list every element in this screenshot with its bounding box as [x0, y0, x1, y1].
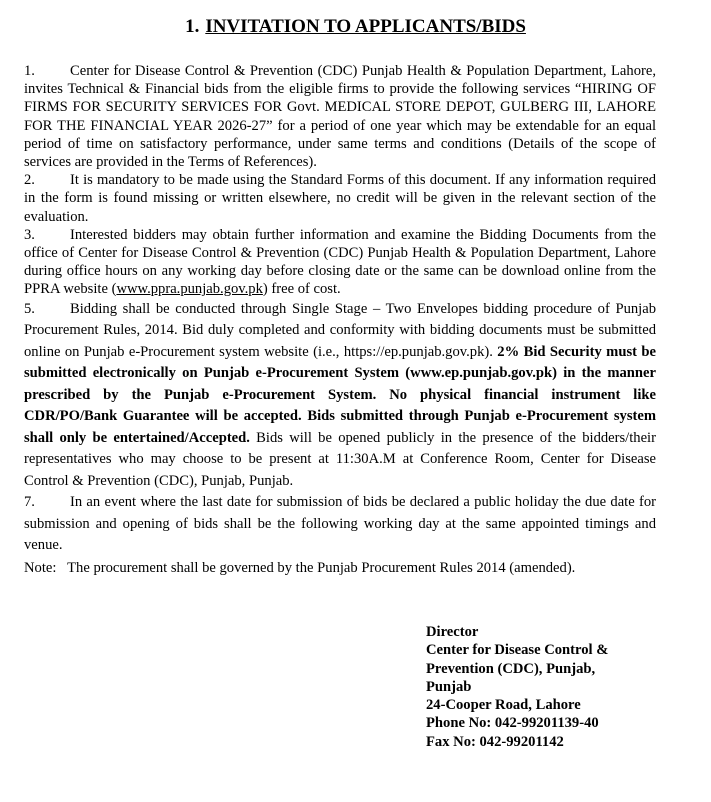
- signature-line: Punjab: [426, 678, 472, 695]
- paragraph-number: 7.: [24, 494, 35, 511]
- paragraph-text-end: Bids will be opened publicly in the presence of the bidders/their representatives who may choose to be present at 11:30A.M at Conference Room, Center for Disease Control & Prevention (CDC), Punjab, Punjab.: [24, 429, 656, 489]
- signature-block: [426, 623, 676, 751]
- paragraph-number: 1.: [24, 63, 35, 79]
- note: [24, 558, 656, 579]
- paragraph-text: Center for Disease Control & Prevention (CDC) Punjab Health & Population Department, Lahore, invites Technical & Financial bids from the eligible firms to provide the following services “HIRING OF FIRMS FOR SECURITY SERVICES FOR Govt. MEDICAL STORE DEPOT, GULBERG III, LAHORE FOR THE FINANCIAL YEAR 2026-27” for a period of one year which may be extendable for an equal period of time on satisfactory performance, under same terms and conditions (Details of the scope of services are provided in the Terms of References).: [24, 63, 656, 171]
- document-body: [24, 62, 656, 579]
- signature-line: Prevention (CDC), Punjab,: [426, 660, 596, 677]
- paragraph-2: [24, 171, 656, 226]
- paragraph-number: 2.: [24, 172, 35, 189]
- ppra-website-link[interactable]: www.ppra.punjab.gov.pk: [116, 281, 263, 298]
- paragraph-text: It is mandatory to be made using the Standard Forms of this document. If any information required in the form is found missing or written elsewhere, no credit will be given in the relevant section of the evaluation.: [24, 172, 656, 225]
- paragraph-1: [24, 62, 656, 171]
- title-number: 1.: [185, 16, 200, 37]
- title-text: INVITATION TO APPLICANTS/BIDS: [205, 16, 526, 37]
- bid-security-notice: 2% Bid Security must be submitted electronically on Punjab e-Procurement System (www.ep.punjab.gov.pk) in the manner prescribed by the Punjab e-Procurement System. No physical financial instrument like CDR/PO/Bank Guarantee will be accepted. Bids submitted through Punjab e-Procurement system shall only be entertained/Accepted.: [24, 343, 656, 446]
- paragraph-text-end: ) free of cost.: [262, 281, 341, 298]
- paragraph-5: [24, 299, 656, 493]
- signature-line: 24-Cooper Road, Lahore: [426, 697, 581, 714]
- paragraph-text: Bidding shall be conducted through Single Stage – Two Envelopes bidding procedure of Punjab Procurement Rules, 2014. Bid duly completed and conformity with bidding documents must be submitted online on Punjab e-Procurement system website (i.e., https://ep.punjab.gov.pk).: [24, 300, 656, 360]
- signature-line: Director: [426, 624, 479, 640]
- paragraph-number: 3.: [24, 226, 35, 243]
- paragraph-text: In an event where the last date for submission of bids be declared a public holiday the due date for submission and opening of bids shall be the following working day at the same appointed timings and venue.: [24, 494, 656, 554]
- note-text: The procurement shall be governed by the Punjab Procurement Rules 2014 (amended).: [67, 559, 576, 576]
- paragraph-3: [24, 226, 656, 299]
- signature-line: Phone No: 042-99201139-40: [426, 715, 599, 732]
- paragraph-number: 5.: [24, 300, 35, 317]
- signature-line: Center for Disease Control &: [426, 642, 609, 659]
- document-title: [0, 15, 711, 39]
- signature-line: Fax No: 042-99201142: [426, 733, 564, 750]
- note-label: Note:: [24, 559, 57, 576]
- paragraph-text: Interested bidders may obtain further information and examine the Bidding Documents from the office of Center for Disease Control & Prevention (CDC) Punjab Health & Population Department, Lahore during office hours on any working day before closing date or the same can be download online from the PPRA website (: [24, 226, 656, 298]
- paragraph-7: [24, 492, 656, 557]
